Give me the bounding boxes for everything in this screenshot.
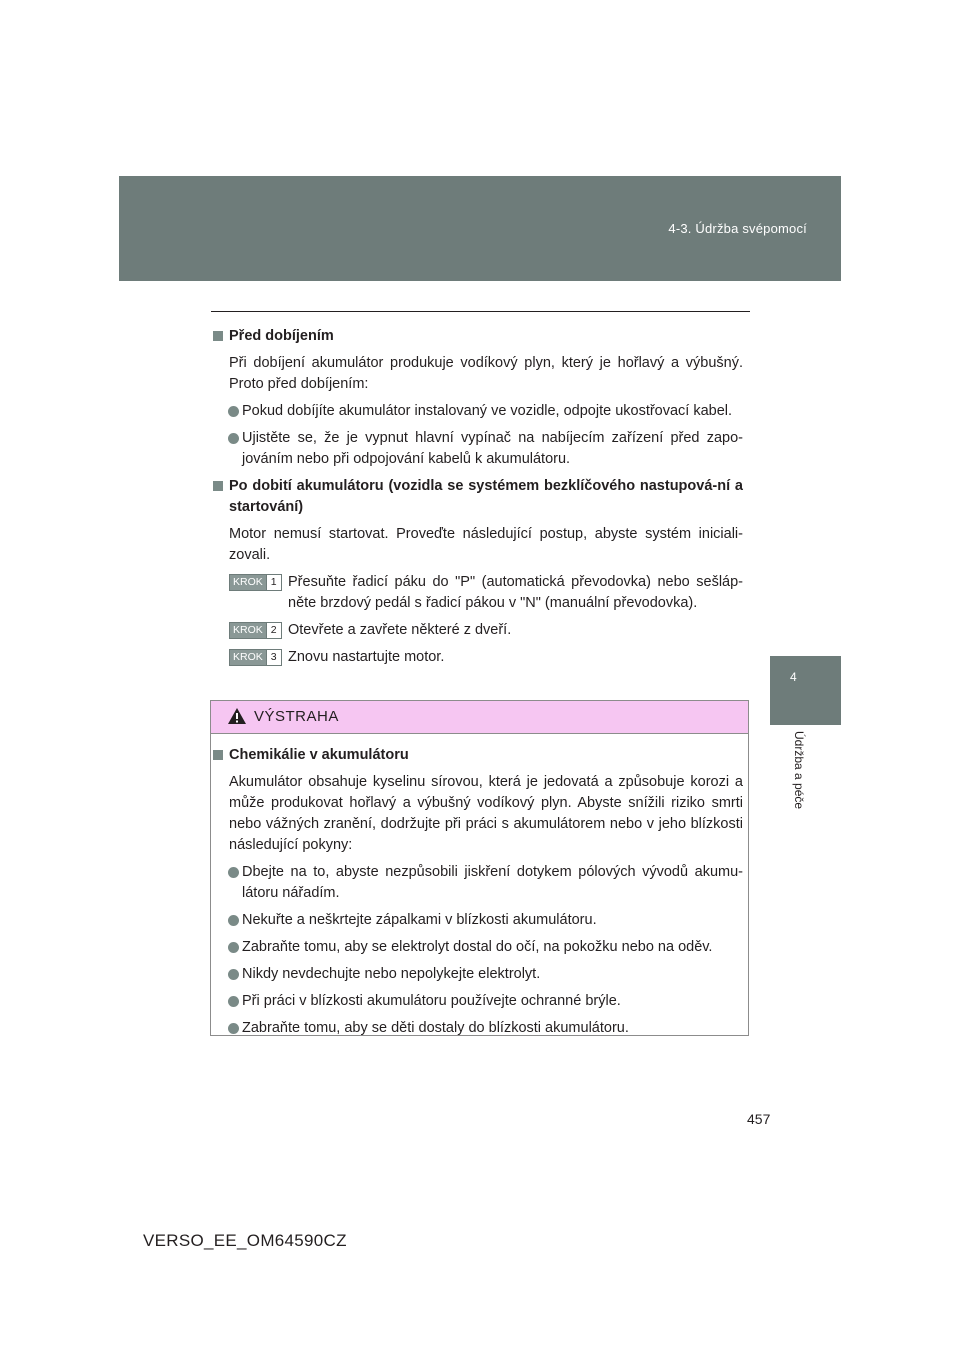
list-item: Nikdy nevdechujte nebo nepolykejte elektrolyt. bbox=[213, 964, 743, 985]
chapter-number: 4 bbox=[790, 670, 797, 684]
warning-title: VÝSTRAHA bbox=[254, 708, 339, 725]
paragraph: Motor nemusí startovat. Proveďte následující postup, abyste systém iniciali-zovali. bbox=[229, 526, 743, 563]
warning-header bbox=[211, 701, 748, 734]
round-bullet-icon bbox=[228, 942, 239, 953]
round-bullet-icon bbox=[228, 867, 239, 878]
list-item: Zabraňte tomu, aby se elektrolyt dostal do očí, na pokožku nebo na oděv. bbox=[213, 937, 743, 958]
main-content bbox=[213, 326, 743, 668]
chapter-tab bbox=[770, 656, 841, 725]
header-band bbox=[119, 176, 841, 281]
list-item: Při práci v blízkosti akumulátoru používejte ochranné brýle. bbox=[213, 991, 743, 1012]
warning-heading: Chemikálie v akumulátoru bbox=[213, 745, 743, 766]
list-item: Ujistěte se, že je vypnut hlavní vypínač na nabíjecím zařízení před zapo-jováním nebo při odpojování kabelů k akumulátoru. bbox=[213, 428, 743, 470]
list-item: Dbejte na to, abyste nezpůsobili jiskření dotykem pólových vývodů akumu-látoru nářadím. bbox=[213, 862, 743, 904]
step-item: KROK 1 Přesuňte řadicí páku do "P" (automatická převodovka) nebo sešláp-něte brzdový pedál s řadicí pákou v "N" (manuální převodovka). bbox=[213, 572, 743, 614]
list-item: Zabraňte tomu, aby se děti dostaly do blízkosti akumulátoru. bbox=[213, 1018, 743, 1039]
step-item: KROK 2 Otevřete a zavřete některé z dveří. bbox=[213, 620, 743, 641]
chapter-label: Údržba a péče bbox=[792, 731, 806, 810]
list-item: Pokud dobíjíte akumulátor instalovaný ve vozidle, odpojte ukostřovací kabel. bbox=[213, 401, 743, 422]
square-bullet-icon bbox=[213, 481, 223, 491]
step-badge: KROK 2 bbox=[229, 622, 282, 639]
round-bullet-icon bbox=[228, 406, 239, 417]
top-divider bbox=[211, 311, 750, 312]
square-bullet-icon bbox=[213, 331, 223, 341]
round-bullet-icon bbox=[228, 433, 239, 444]
round-bullet-icon bbox=[228, 1023, 239, 1034]
step-item: KROK 3 Znovu nastartujte motor. bbox=[213, 647, 743, 668]
section-heading-after-charging: Po dobití akumulátoru (vozidla se systémem bezklíčového nastupová-ní a startování) bbox=[213, 476, 743, 518]
warning-triangle-icon bbox=[227, 707, 247, 725]
step-badge: KROK 3 bbox=[229, 649, 282, 666]
paragraph: Při dobíjení akumulátor produkuje vodíkový plyn, který je hořlavý a výbušný. Proto před dobíjením: bbox=[229, 355, 743, 392]
section-heading-before-charging: Před dobíjením bbox=[213, 326, 743, 347]
document-code: VERSO_EE_OM64590CZ bbox=[143, 1231, 347, 1250]
warning-box bbox=[210, 700, 749, 1036]
square-bullet-icon bbox=[213, 750, 223, 760]
page-number: 457 bbox=[747, 1111, 771, 1127]
step-badge: KROK 1 bbox=[229, 574, 282, 591]
warning-body bbox=[213, 745, 743, 1039]
round-bullet-icon bbox=[228, 996, 239, 1007]
section-title: 4-3. Údržba svépomocí bbox=[668, 221, 807, 236]
round-bullet-icon bbox=[228, 969, 239, 980]
paragraph: Akumulátor obsahuje kyselinu sírovou, která je jedovatá a způsobuje korozi a může produkovat hořlavý a výbušný vodíkový plyn. Abyste snížili riziko smrti nebo vážných zranění, dodržujte při práci s akumulátorem nebo v jeho blízkosti následující pokyny: bbox=[229, 774, 743, 853]
round-bullet-icon bbox=[228, 915, 239, 926]
list-item: Nekuřte a neškrtejte zápalkami v blízkosti akumulátoru. bbox=[213, 910, 743, 931]
